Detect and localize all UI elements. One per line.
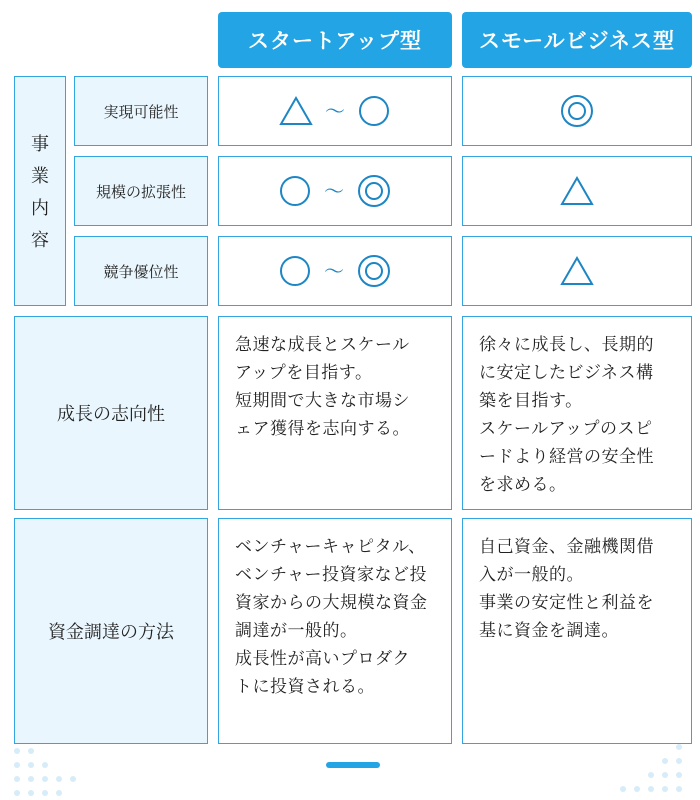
double-circle-icon: [356, 173, 392, 209]
page-indicator[interactable]: [326, 762, 380, 768]
text-line: ベンチャー投資家など投: [235, 565, 427, 585]
text-line: トに投資される。: [235, 677, 375, 697]
startup-feasibility-cell: [218, 76, 452, 146]
decor-dots-left: [14, 744, 94, 800]
startup-scalability-cell: [218, 156, 452, 226]
range-tilde: ～: [325, 99, 345, 123]
text-line: 急速な成長とスケール: [235, 335, 410, 355]
double-circle-icon: [356, 253, 392, 289]
row-label-scalability: 規模の拡張性: [74, 156, 208, 226]
small-business-competitive-cell: [462, 236, 692, 306]
triangle-icon: [560, 256, 594, 286]
text-line: を求める。: [479, 475, 567, 495]
text-line: 事業の安定性と利益を: [479, 593, 654, 613]
startup-funding-text: [218, 518, 452, 744]
startup-competitive-cell: [218, 236, 452, 306]
small-business-growth-text: [462, 316, 692, 510]
startup-growth-text: [218, 316, 452, 510]
row-label-feasibility: 実現可能性: [74, 76, 208, 146]
text-line: 入が一般的。: [479, 565, 584, 585]
row-label-growth: 成長の志向性: [14, 316, 208, 510]
group-label-char: 業: [31, 166, 49, 187]
triangle-icon: [560, 176, 594, 206]
text-line: 成長性が高いプロダク: [235, 649, 410, 669]
text-line: ベンチャーキャピタル、: [235, 537, 426, 557]
text-line: スケールアップのスピ: [479, 419, 653, 439]
group-label-char: 容: [31, 230, 49, 251]
range-tilde: ～: [324, 259, 344, 283]
small-business-feasibility-cell: [462, 76, 692, 146]
text-line: 短期間で大きな市場シ: [235, 391, 410, 411]
business-group-label: [14, 76, 66, 306]
text-line: 資家からの大規模な資金: [235, 593, 428, 613]
text-line: ードより経営の安全性: [479, 447, 654, 467]
range-tilde: ～: [324, 179, 344, 203]
circle-icon: [278, 174, 312, 208]
text-line: ェア獲得を志向する。: [235, 419, 410, 439]
text-line: アップを目指す。: [235, 363, 373, 383]
text-line: 調達が一般的。: [235, 621, 358, 641]
triangle-icon: [279, 96, 313, 126]
circle-icon: [357, 94, 391, 128]
text-line: 基に資金を調達。: [479, 621, 619, 641]
group-label-char: 事: [31, 134, 49, 155]
double-circle-icon: [559, 93, 595, 129]
small-business-funding-text: [462, 518, 692, 744]
header-small-business: スモールビジネス型: [462, 12, 692, 68]
row-label-funding: 資金調達の方法: [14, 518, 208, 744]
circle-icon: [278, 254, 312, 288]
text-line: 徐々に成長し、長期的: [479, 335, 654, 355]
decor-dots-right: [620, 740, 696, 800]
text-line: 築を目指す。: [479, 391, 583, 411]
text-line: に安定したビジネス構: [479, 363, 654, 383]
small-business-scalability-cell: [462, 156, 692, 226]
text-line: 自己資金、金融機関借: [479, 537, 654, 557]
row-label-competitive-advantage: 競争優位性: [74, 236, 208, 306]
header-startup: スタートアップ型: [218, 12, 452, 68]
group-label-char: 内: [31, 198, 49, 219]
